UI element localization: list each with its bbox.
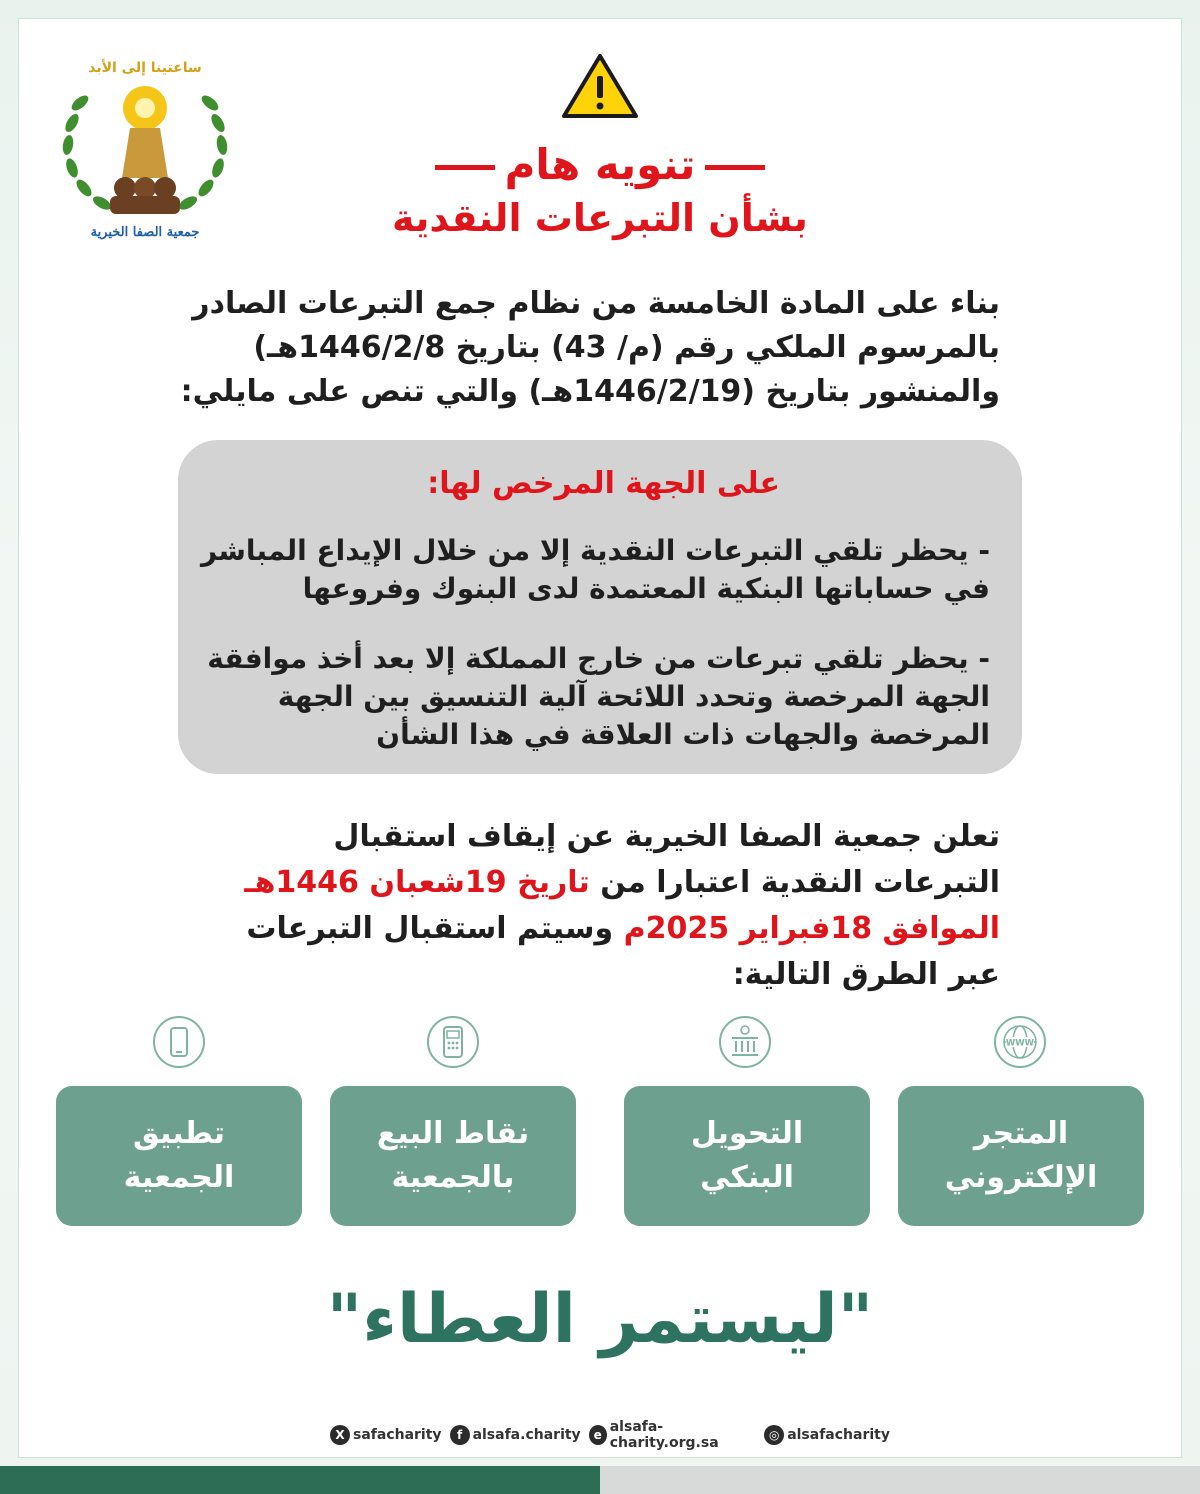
org-logo [50, 48, 240, 248]
tile-app-line2: الجمعية [123, 1160, 235, 1195]
online-store-option-tile[interactable] [898, 1086, 1144, 1226]
facebook-icon: f [450, 1425, 470, 1445]
bottom-bar-gray [600, 1466, 1200, 1494]
main-heading [360, 140, 840, 189]
tile-bank-line2: البنكي [700, 1160, 794, 1195]
pos-terminal-icon [425, 1014, 481, 1070]
logo-org-name: جمعية الصفا الخيرية [90, 225, 200, 240]
tile-bank-line1: التحويل [690, 1116, 804, 1151]
app-option-tile[interactable] [56, 1086, 302, 1226]
heading-dash-left [435, 165, 495, 170]
intro-paragraph: بناء على المادة الخامسة من نظام جمع التبرعات الصادر بالمرسوم الملكي رقم (م/ 43) بتاريخ 1446/2/8هـ) والمنشور بتاريخ (1446/2/19هـ) والتي تنص على مايلي: [180, 286, 1000, 409]
x-icon: X [330, 1425, 350, 1445]
heading-title: تنويه هام [504, 140, 696, 189]
www-globe-icon [992, 1014, 1048, 1070]
bottom-bar-green [0, 1466, 600, 1494]
announcement-paragraph [200, 814, 1000, 998]
social-x[interactable] [330, 1425, 442, 1445]
heading-dash-right [705, 165, 765, 170]
regulation-item-2: - يحظر تلقي تبرعات من خارج المملكة إلا بعد أخذ موافقة الجهة المرخصة وتحدد اللائحة آلية التنسيق بين الجهة المرخصة والجهات ذات العلاقة في هذا الشأن [207, 642, 990, 751]
slogan: "ليستمر العطاء" [326, 1280, 874, 1359]
announcement-part1: تعلن جمعية الصفا الخيرية عن إيقاف استقبال التبرعات النقدية اعتبارا من [333, 819, 1000, 900]
social-facebook[interactable] [450, 1425, 581, 1445]
mobile-phone-icon [151, 1014, 207, 1070]
sub-heading: بشأن التبرعات النقدية [392, 196, 808, 240]
social-instagram-handle: alsafacharity [787, 1427, 890, 1443]
announcement-part2: وسيتم استقبال التبرعات عبر الطرق التالية: [246, 911, 1000, 992]
bank-transfer-option-tile[interactable] [624, 1086, 870, 1226]
web-icon: e [589, 1425, 607, 1445]
instagram-icon: ◎ [764, 1425, 784, 1445]
logo-top-text: ساعتينا إلى الأبد [88, 60, 202, 76]
tile-web-line2: الإلكتروني [944, 1160, 1098, 1195]
regulation-box-text [200, 532, 990, 786]
bank-icon [717, 1014, 773, 1070]
tile-web-line1: المتجر [973, 1116, 1069, 1151]
tile-pos-line1: نقاط البيع [376, 1116, 530, 1151]
social-x-handle: safacharity [353, 1427, 442, 1443]
tile-pos-line2: بالجمعية [391, 1160, 515, 1195]
warning-icon [560, 52, 640, 120]
regulation-item-1: - يحظر تلقي التبرعات النقدية إلا من خلال الإيداع المباشر في حساباتها البنكية المعتمدة لدى البنوك وفروعها [200, 534, 990, 605]
pos-option-tile[interactable] [330, 1086, 576, 1226]
bottom-bar [0, 1466, 1200, 1494]
regulation-box-title: على الجهة المرخص لها: [427, 466, 780, 501]
social-facebook-handle: alsafa.charity [472, 1427, 581, 1443]
announcement-date: تاريخ 19شعبان 1446هـ الموافق 18فبراير 2025م [244, 865, 1000, 946]
svg-text:WWW: WWW [1005, 1038, 1035, 1049]
social-website-url: alsafa-charity.org.sa [609, 1419, 719, 1451]
tile-app-line1: تطبيق [132, 1116, 226, 1151]
social-instagram[interactable] [764, 1425, 890, 1445]
social-links [330, 1420, 890, 1450]
social-website[interactable] [589, 1419, 757, 1451]
